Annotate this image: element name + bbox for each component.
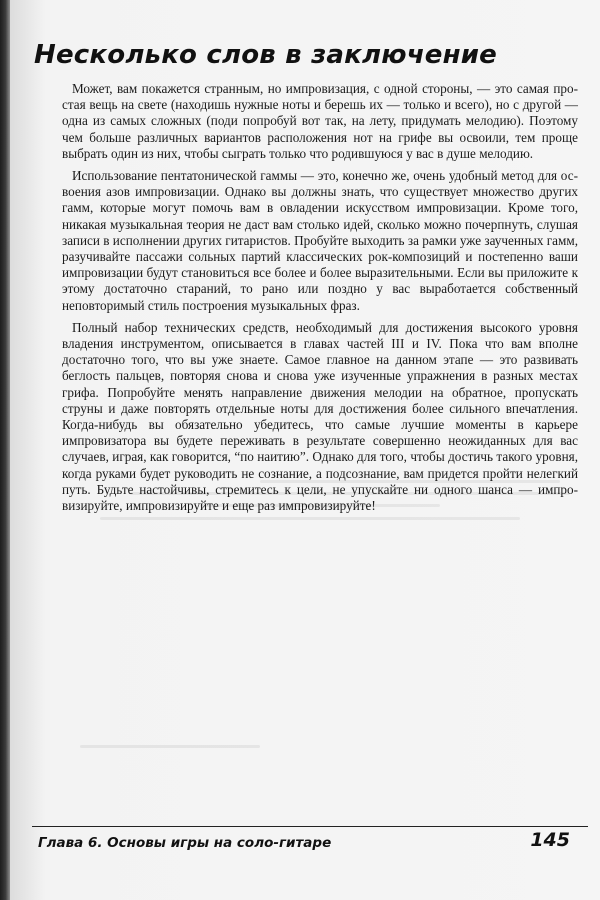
paragraph: Может, вам покажется странным, но импровизация, с одной стороны, — это самая простая вещь на свете (находишь нужные ноты и берешь их — только и всего), но с другой — одна из самых сложных (поди попробуй вот так, на лету, придумать мелодию). Поэтому чем больше различных вариантов расположения нот на грифе вы освоили, тем проще выбрать один из них, чтобы сыграть только что родившуюся у вас в душе мелодию. bbox=[62, 81, 578, 161]
bleed-through-line bbox=[200, 504, 440, 507]
book-page bbox=[10, 0, 600, 900]
bleed-through-line bbox=[130, 492, 570, 495]
paragraph: Полный набор технических средств, необходимый для достижения высокого уровня владения инструментом, описывается в главах частей III и IV. Пока что вам вполне достаточно того, что вы уже знаете. Самое главное на данном этапе — это развивать беглость пальцев, повторяя снова и снова уже изученные упражнения в разных местах грифа. Попробуйте менять направление движения мелодии на обратное, пропускать струны и даже повторять отдельные ноты для достижения более сильного впечатления. Когда-нибудь вы обязательно убедитесь, что самые лучшие моменты в карьере импровизатора вы будете переживать в результате совершенно неожиданных для вас случаев, играя, как говорится, “по наитию”. Однако для того, чтобы достичь такого уровня, когда руками будет руководить не сознание, а подсознание, вам придется пройти нелегкий путь. Будьте настойчивы, стремитесь к цели, не упускайте ни одного шанса — импровизируйте, импровизируйте и еще раз импровизируйте! bbox=[62, 319, 578, 514]
bleed-through-line bbox=[260, 480, 560, 483]
scan-dark-edge bbox=[0, 0, 10, 900]
running-footer-chapter: Глава 6. Основы игры на соло-гитаре bbox=[38, 835, 332, 851]
paragraph: Использование пентатонической гаммы — это, конечно же, очень удобный метод для освоения азов импровизации. Однако вы должны знать, что существует множество других гамм, которые могут помочь вам в овладении искусством импровизации. Кроме того, никакая музыкальная теория не даст вам столько идей, сколько можно почерпнуть, слушая записи в исполнении других гитаристов. Пробуйте выходить за рамки уже заученных гамм, разучивайте пассажи сольных партий классических рок-композиций и постепенно ваши импровизации будут становиться все более и более выразительными. Если вы приложите к этому достаточно стараний, то рано или поздно у вас выработается собственный неповторимый стиль построения музыкальных фраз. bbox=[62, 168, 578, 313]
section-heading: Несколько слов в заключение bbox=[34, 40, 498, 70]
bleed-through-line bbox=[100, 517, 520, 520]
body-text bbox=[62, 81, 578, 520]
bleed-through-line bbox=[80, 745, 260, 748]
page-number: 145 bbox=[530, 829, 570, 851]
footer-divider bbox=[32, 826, 588, 827]
